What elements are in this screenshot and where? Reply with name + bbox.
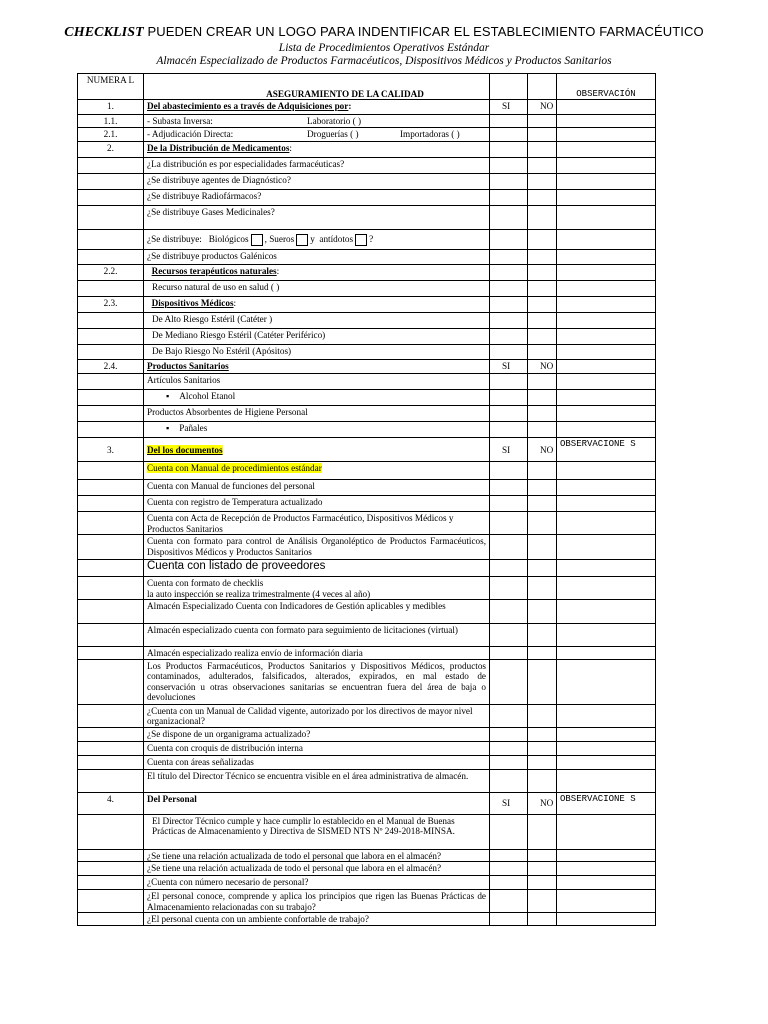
row-number: 4. (78, 792, 144, 814)
row-text: ¿Se dispone de un organigrama actualizado? (144, 727, 490, 741)
no-cell[interactable] (528, 755, 557, 769)
si-cell[interactable] (490, 297, 528, 313)
header-numeral: NUMERA L (78, 74, 144, 100)
section-title (144, 100, 490, 115)
row-number: 2.1. (78, 128, 144, 142)
obs-cell[interactable] (557, 329, 656, 345)
si-cell[interactable] (490, 704, 528, 727)
table-row (78, 281, 656, 297)
table-row (78, 265, 656, 281)
no-cell[interactable] (528, 128, 557, 142)
table-row (78, 250, 656, 265)
no-cell[interactable] (528, 297, 557, 313)
section-colon: : (276, 266, 280, 276)
obs-cell[interactable] (557, 406, 656, 422)
row-number: 1.1. (78, 115, 144, 128)
row-text (144, 128, 490, 142)
row-text-b: Droguerías ( ) (307, 129, 359, 139)
row-text: ¿Se distribuye Radiofármacos? (144, 190, 490, 206)
section-title: Del Personal (144, 792, 490, 814)
bio-q-b: Biológicos (208, 234, 249, 245)
row-text: De Mediano Riesgo Estéril (Catéter Periférico) (144, 329, 490, 345)
obs-cell[interactable] (557, 100, 656, 115)
header-si-empty (490, 74, 528, 100)
table-row (78, 230, 656, 250)
no-cell[interactable] (528, 577, 557, 600)
si-cell[interactable] (490, 913, 528, 926)
obs-cell[interactable] (557, 890, 656, 913)
si-cell[interactable] (490, 250, 528, 265)
table-row (78, 297, 656, 313)
no-cell[interactable] (528, 462, 557, 480)
row-text: Cuenta con croquis de distribución interna (144, 741, 490, 755)
si-cell[interactable] (490, 814, 528, 849)
no-cell[interactable] (528, 862, 557, 876)
no-cell[interactable] (528, 190, 557, 206)
obs-cell[interactable] (557, 297, 656, 313)
si-cell[interactable] (490, 190, 528, 206)
row-text-b: Laboratorio ( ) (307, 116, 362, 126)
row-text: Los Productos Farmacéuticos, Productos Sanitarios y Dispositivos Médicos, productos contaminados, adulterados, falsificados, alterados, expirados, en mal estado de conservación u otras observaciones sanitarias se encuentran fuera del área de baja o devoluciones (144, 659, 490, 704)
row-number: 2.4. (78, 360, 144, 374)
si-cell[interactable] (490, 390, 528, 406)
si-cell[interactable] (490, 206, 528, 230)
row-text: Cuenta con áreas señalizadas (144, 755, 490, 769)
obs-cell[interactable] (557, 174, 656, 190)
row-number: 2. (78, 142, 144, 158)
row-text-a: - Adjudicación Directa: (147, 129, 234, 139)
si-cell[interactable] (490, 158, 528, 174)
no-cell[interactable] (528, 560, 557, 577)
si-cell[interactable] (490, 128, 528, 142)
no-cell[interactable] (528, 174, 557, 190)
section-text: Recursos terapéuticos naturales (151, 266, 277, 276)
no-cell[interactable] (528, 512, 557, 535)
section-title: Productos Sanitarios (144, 360, 490, 374)
obs-cell[interactable] (557, 480, 656, 496)
obs-cell[interactable] (557, 360, 656, 374)
table-row (78, 755, 656, 769)
obs-cell[interactable] (557, 560, 656, 577)
header-observacion: OBSERVACIÓN (557, 74, 656, 100)
si-cell[interactable] (490, 849, 528, 862)
no-cell[interactable] (528, 313, 557, 329)
section-title (144, 142, 490, 158)
no-cell[interactable] (528, 890, 557, 913)
si-cell[interactable] (490, 727, 528, 741)
table-row (78, 329, 656, 345)
table-row (78, 374, 656, 390)
row-text: El título del Director Técnico se encuentra visible en el área administrativa de almacén. (144, 769, 490, 792)
table-row (78, 496, 656, 512)
table-row (78, 512, 656, 535)
bio-q-c: , Sueros (264, 234, 295, 245)
section-title (144, 265, 490, 281)
obs-cell[interactable] (557, 142, 656, 158)
row-text: Almacén especializado cuenta con formato para seguimiento de licitaciones (virtual) (144, 624, 490, 647)
row-text: ▪ Pañales (144, 422, 490, 438)
no-cell[interactable] (528, 142, 557, 158)
table-row (78, 849, 656, 862)
obs-cell[interactable] (557, 115, 656, 128)
table-row (78, 313, 656, 329)
row-text: ¿Cuenta con un Manual de Calidad vigente, autorizado por los directivos de mayor nivel organizacional? (144, 704, 490, 727)
si-cell[interactable] (490, 496, 528, 512)
si-label: SI (490, 360, 528, 374)
si-cell[interactable] (490, 624, 528, 647)
section-colon: : (348, 101, 352, 111)
row-text: ¿Se tiene una relación actualizada de todo el personal que labora en el almacén? (144, 849, 490, 862)
obs-cell[interactable] (557, 535, 656, 560)
obs-cell[interactable] (557, 876, 656, 890)
row-text: ¿Se distribuye Gases Medicinales? (144, 206, 490, 230)
obs-cell[interactable] (557, 659, 656, 704)
row-text: Productos Absorbentes de Higiene Personal (144, 406, 490, 422)
table-row (78, 535, 656, 560)
si-cell[interactable] (490, 480, 528, 496)
obs-cell[interactable] (557, 265, 656, 281)
si-cell[interactable] (490, 890, 528, 913)
observaciones-label: OBSERVACIONE S (557, 438, 656, 462)
obs-cell[interactable] (557, 814, 656, 849)
table-row (78, 814, 656, 849)
row-text: ¿Se distribuye productos Galénicos (144, 250, 490, 265)
obs-cell[interactable] (557, 913, 656, 926)
table-row (78, 360, 656, 374)
row-text-a: Cuenta con formato de checklis (147, 578, 264, 588)
row-text: ¿La distribución es por especialidades farmacéuticas? (144, 158, 490, 174)
obs-cell[interactable] (557, 600, 656, 624)
table-row (78, 345, 656, 360)
table-row (78, 624, 656, 647)
section-text: De la Distribución de Medicamentos (147, 143, 290, 153)
antidotos-checkbox[interactable] (355, 234, 367, 246)
table-row (78, 115, 656, 128)
row-text: Cuenta con Acta de Recepción de Productos Farmacéutico, Dispositivos Médicos y Productos Sanitarios (144, 512, 490, 535)
obs-cell[interactable] (557, 250, 656, 265)
row-text: ▪ Alcohol Etanol (144, 390, 490, 406)
table-row (78, 727, 656, 741)
table-row (78, 406, 656, 422)
no-cell[interactable] (528, 281, 557, 297)
si-cell[interactable] (490, 600, 528, 624)
si-label: SI (490, 438, 528, 462)
table-row (78, 600, 656, 624)
si-cell[interactable] (490, 422, 528, 438)
si-cell[interactable] (490, 329, 528, 345)
no-cell[interactable] (528, 769, 557, 792)
obs-cell[interactable] (557, 647, 656, 660)
obs-cell[interactable] (557, 390, 656, 406)
checklist-table (77, 73, 656, 926)
table-row (78, 128, 656, 142)
si-cell[interactable] (490, 862, 528, 876)
no-cell[interactable] (528, 206, 557, 230)
table-row (78, 577, 656, 600)
obs-cell[interactable] (557, 158, 656, 174)
obs-cell[interactable] (557, 281, 656, 297)
table-row (78, 390, 656, 406)
no-cell[interactable] (528, 480, 557, 496)
no-cell[interactable] (528, 659, 557, 704)
table-row (78, 647, 656, 660)
row-text: ¿Se distribuye agentes de Diagnóstico? (144, 174, 490, 190)
table-row (78, 190, 656, 206)
row-number: 3. (78, 438, 144, 462)
si-label: SI (490, 792, 528, 814)
table-header-row (78, 74, 656, 100)
no-cell[interactable] (528, 345, 557, 360)
si-cell[interactable] (490, 755, 528, 769)
si-cell[interactable] (490, 345, 528, 360)
table-row (78, 422, 656, 438)
no-cell[interactable] (528, 849, 557, 862)
bio-q-a: ¿Se distribuye: (147, 234, 202, 245)
table-row (78, 876, 656, 890)
si-cell[interactable] (490, 281, 528, 297)
header-no-empty (528, 74, 557, 100)
table-row (78, 206, 656, 230)
row-text (144, 230, 490, 250)
row-text: Cuenta con registro de Temperatura actualizado (144, 496, 490, 512)
section-text: Del los documentos (147, 444, 223, 455)
section-text: Del abastecimiento es a través de Adquisiciones por (147, 101, 349, 111)
subtitle-1: Lista de Procedimientos Operativos Estándar (278, 42, 490, 54)
row-text: ¿El personal conoce, comprende y aplica los principios que rigen las Buenas Prácticas de Almacenamiento relacionadas con su trabajo? (144, 890, 490, 913)
table-row (78, 704, 656, 727)
row-number: 2.2. (78, 265, 144, 281)
table-row (78, 769, 656, 792)
row-text: De Alto Riesgo Estéril (Catéter ) (144, 313, 490, 329)
row-text: El Director Técnico cumple y hace cumplir lo establecido en el Manual de Buenas Prácticas de Almacenamiento y Directiva de SISMED NTS Nº 249-2018-MINSA. (144, 814, 490, 849)
section-title (144, 297, 490, 313)
row-text-a: - Subasta Inversa: (147, 116, 213, 126)
si-cell[interactable] (490, 512, 528, 535)
obs-cell[interactable] (557, 206, 656, 230)
si-cell[interactable] (490, 560, 528, 577)
row-text: De Bajo Riesgo No Estéril (Apósitos) (144, 345, 490, 360)
obs-cell[interactable] (557, 496, 656, 512)
table-row (78, 100, 656, 115)
row-number: 2.3. (78, 297, 144, 313)
no-cell[interactable] (528, 647, 557, 660)
section-colon: : (289, 143, 292, 153)
si-cell[interactable] (490, 741, 528, 755)
row-text: Cuenta con formato para control de Análisis Organoléptico de Productos Farmacéuticos, Dispositivos Médicos y Productos Sanitarios (144, 535, 490, 560)
obs-cell[interactable] (557, 624, 656, 647)
row-number: 1. (78, 100, 144, 115)
si-cell[interactable] (490, 115, 528, 128)
no-cell[interactable] (528, 876, 557, 890)
section-title (144, 438, 490, 462)
table-row (78, 560, 656, 577)
obs-cell[interactable] (557, 422, 656, 438)
biologicos-checkbox[interactable] (251, 234, 263, 246)
no-cell[interactable] (528, 250, 557, 265)
table-row (78, 890, 656, 913)
si-label: SI (490, 100, 528, 115)
no-cell[interactable] (528, 741, 557, 755)
obs-cell[interactable] (557, 128, 656, 142)
obs-cell[interactable] (557, 577, 656, 600)
si-cell[interactable] (490, 374, 528, 390)
checklist-label: CHECKLIST (64, 25, 144, 40)
no-label: NO (528, 438, 557, 462)
no-cell[interactable] (528, 496, 557, 512)
no-cell[interactable] (528, 158, 557, 174)
row-text (144, 577, 490, 600)
si-cell[interactable] (490, 462, 528, 480)
subtitle-2: Almacén Especializado de Productos Farmacéuticos, Dispositivos Médicos y Productos Sanitarios (156, 55, 612, 67)
no-label: NO (528, 792, 557, 814)
row-text-b: la auto inspección se realiza trimestralmente (4 veces al año) (147, 588, 371, 599)
si-cell[interactable] (490, 769, 528, 792)
obs-cell[interactable] (557, 769, 656, 792)
si-cell[interactable] (490, 142, 528, 158)
no-label: NO (528, 100, 557, 115)
obs-cell[interactable] (557, 862, 656, 876)
table-row (78, 142, 656, 158)
si-cell[interactable] (490, 535, 528, 560)
obs-cell[interactable] (557, 230, 656, 250)
bio-q-d: y (310, 234, 315, 245)
row-text: Almacén Especializado Cuenta con Indicadores de Gestión aplicables y medibles (144, 600, 490, 624)
si-cell[interactable] (490, 406, 528, 422)
si-cell[interactable] (490, 876, 528, 890)
highlighted-text: Cuenta con Manual de procedimientos estándar (147, 463, 322, 473)
table-row (78, 913, 656, 926)
row-text: Artículos Sanitarios (144, 374, 490, 390)
obs-cell[interactable] (557, 727, 656, 741)
obs-cell[interactable] (557, 512, 656, 535)
no-cell[interactable] (528, 704, 557, 727)
obs-cell[interactable] (557, 345, 656, 360)
row-text: Cuenta con Manual de funciones del personal (144, 480, 490, 496)
row-text-c: Importadoras ( ) (400, 129, 460, 139)
section-text: Dispositivos Médicos (151, 298, 234, 308)
obs-cell[interactable] (557, 755, 656, 769)
obs-cell[interactable] (557, 849, 656, 862)
header-main: ASEGURAMIENTO DE LA CALIDAD (144, 74, 490, 100)
no-cell[interactable] (528, 535, 557, 560)
no-cell[interactable] (528, 422, 557, 438)
table-row (78, 792, 656, 814)
no-cell[interactable] (528, 265, 557, 281)
no-cell[interactable] (528, 115, 557, 128)
row-text (144, 115, 490, 128)
no-cell[interactable] (528, 329, 557, 345)
si-cell[interactable] (490, 265, 528, 281)
row-text: ¿El personal cuenta con un ambiente confortable de trabajo? (144, 913, 490, 926)
si-cell[interactable] (490, 313, 528, 329)
section-colon: : (233, 298, 237, 308)
no-cell[interactable] (528, 814, 557, 849)
no-cell[interactable] (528, 600, 557, 624)
table-row (78, 480, 656, 496)
row-text: ¿Se tiene una relación actualizada de todo el personal que labora en el almacén? (144, 862, 490, 876)
obs-cell[interactable] (557, 741, 656, 755)
bio-q-f: ? (369, 234, 374, 245)
row-text: Cuenta con listado de proveedores (144, 560, 490, 577)
table-row (78, 462, 656, 480)
table-row (78, 659, 656, 704)
si-cell[interactable] (490, 577, 528, 600)
obs-cell[interactable] (557, 374, 656, 390)
row-text: Recurso natural de uso en salud ( ) (144, 281, 490, 297)
no-cell[interactable] (528, 230, 557, 250)
si-cell[interactable] (490, 230, 528, 250)
no-cell[interactable] (528, 390, 557, 406)
row-text: Almacén especializado realiza envío de información diaria (144, 647, 490, 660)
no-label: NO (528, 360, 557, 374)
table-row (78, 862, 656, 876)
table-row (78, 174, 656, 190)
si-cell[interactable] (490, 174, 528, 190)
obs-cell[interactable] (557, 190, 656, 206)
no-cell[interactable] (528, 624, 557, 647)
title-text: PUEDEN CREAR UN LOGO PARA INDENTIFICAR EL ESTABLECIMIENTO FARMACÉUTICO (143, 24, 704, 39)
bio-q-e: antídotos (319, 234, 354, 245)
sueros-checkbox[interactable] (296, 234, 308, 246)
no-cell[interactable] (528, 406, 557, 422)
document-title (0, 24, 768, 41)
table-row (78, 158, 656, 174)
table-row (78, 741, 656, 755)
no-cell[interactable] (528, 913, 557, 926)
si-cell[interactable] (490, 647, 528, 660)
obs-cell[interactable] (557, 462, 656, 480)
row-text (144, 462, 490, 480)
row-text: ¿Cuenta con número necesario de personal? (144, 876, 490, 890)
observaciones-label: OBSERVACIONE S (557, 792, 656, 814)
si-cell[interactable] (490, 659, 528, 704)
obs-cell[interactable] (557, 313, 656, 329)
no-cell[interactable] (528, 374, 557, 390)
obs-cell[interactable] (557, 704, 656, 727)
table-row (78, 438, 656, 462)
no-cell[interactable] (528, 727, 557, 741)
